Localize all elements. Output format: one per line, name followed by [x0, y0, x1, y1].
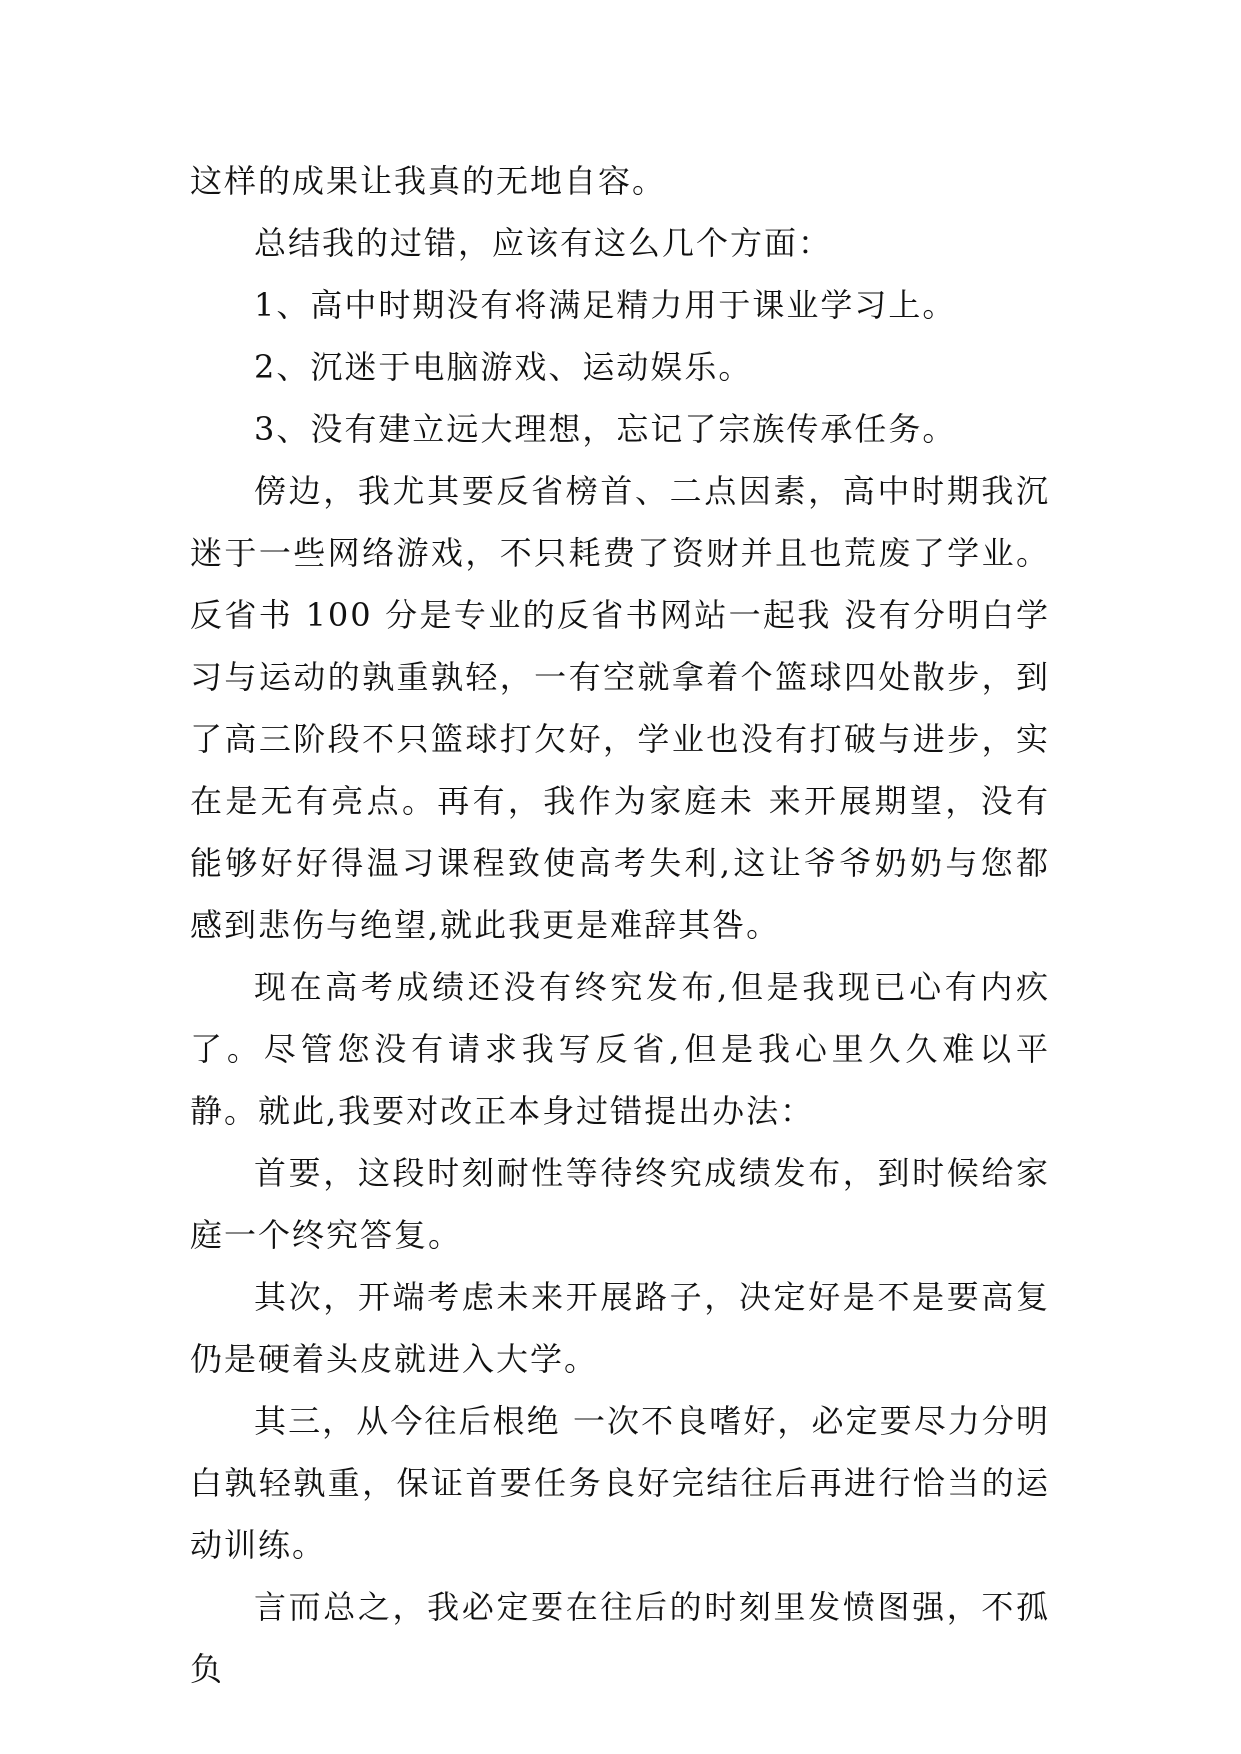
- paragraph-4: 现在高考成绩还没有终究发布,但是我现已心有内疚了。尽管您没有请求我写反省,但是我心里久久难以平静。就此,我要对改正本身过错提出办法：: [190, 968, 1050, 1130]
- list-item-3: 3、没有建立远大理想，忘记了宗族传承任务。: [254, 410, 957, 448]
- paragraph-5: 首要，这段时刻耐性等待终究成绩发布，到时候给家庭一个终究答复。: [190, 1154, 1050, 1254]
- document-body: [190, 150, 1050, 1700]
- list-item-2: 2、沉迷于电脑游戏、运动娱乐。: [254, 348, 753, 386]
- paragraph-1: 这样的成果让我真的无地自容。: [190, 162, 667, 200]
- paragraph-6: 其次，开端考虑未来开展路子，决定好是不是要高复仍是硬着头皮就进入大学。: [190, 1278, 1050, 1378]
- paragraph-2: 总结我的过错，应该有这么几个方面：: [254, 224, 833, 262]
- list-item-1: 1、高中时期没有将满足精力用于课业学习上。: [254, 286, 957, 324]
- paragraph-8: 言而总之，我必定要在往后的时刻里发愤图强，不孤负: [190, 1588, 1050, 1688]
- paragraph-7: 其三，从今往后根绝 一次不良嗜好，必定要尽力分明白孰轻孰重，保证首要任务良好完结往后再进行恰当的运动训练。: [190, 1402, 1050, 1564]
- paragraph-3: 傍边，我尤其要反省榜首、二点因素，高中时期我沉迷于一些网络游戏，不只耗费了资财并且也荒废了学业。反省书 100 分是专业的反省书网站一起我 没有分明白学习与运动的孰重孰轻，一有空就拿着个篮球四处散步，到了高三阶段不只篮球打欠好，学业也没有打破与进步，实在是无有亮点。再有，我作为家庭未 来开展期望，没有能够好好得温习课程致使高考失利,这让爷爷奶奶与您都感到悲伤与绝望,就此我更是难辞其咎。: [190, 472, 1050, 944]
